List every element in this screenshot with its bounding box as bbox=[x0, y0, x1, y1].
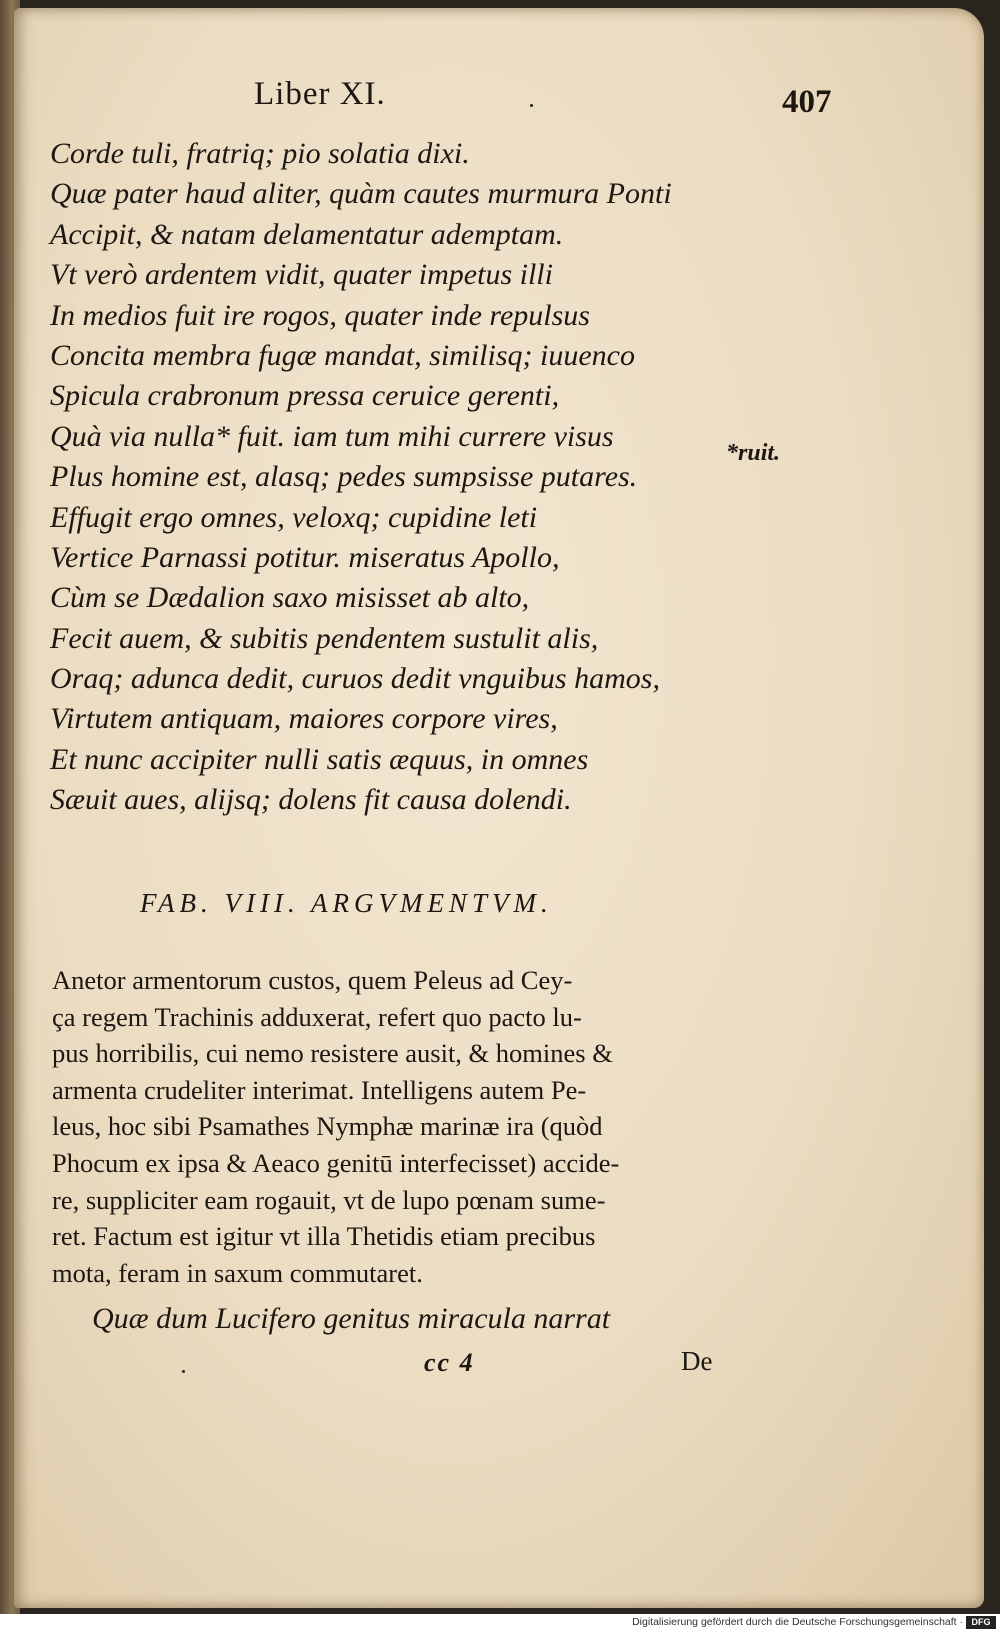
prose-line: pus horribilis, cui nemo resistere ausit, & homines & bbox=[52, 1038, 613, 1069]
verse-line: Vertice Parnassi potitur. miseratus Apollo, bbox=[50, 540, 560, 574]
verse-line: Virtutem antiquam, maiores corpore vires, bbox=[50, 702, 558, 736]
signature-mark: cc 4 bbox=[424, 1348, 475, 1377]
final-verse-line: Quæ dum Lucifero genitus miracula narrat bbox=[92, 1302, 611, 1335]
running-title: Liber XI. bbox=[254, 76, 386, 112]
verse-line: In medios fuit ire rogos, quater inde repulsus bbox=[50, 298, 590, 332]
verse-line: Sæuit aues, alijsq; dolens fit causa dolendi. bbox=[50, 783, 572, 817]
verse-block bbox=[50, 134, 750, 821]
verse-line: Et nunc accipiter nulli satis æquus, in omnes bbox=[50, 742, 589, 776]
verse-line: Oraq; adunca dedit, curuos dedit vnguibus hamos, bbox=[50, 662, 660, 696]
verse-line: Fecit auem, & subitis pendentem sustulit alis, bbox=[50, 621, 599, 655]
prose-line: re, suppliciter eam rogauit, vt de lupo pœnam sume- bbox=[52, 1184, 606, 1215]
prose-line: Phocum ex ipsa & Aeaco genitū interfecisset) accide- bbox=[52, 1147, 620, 1178]
verse-line: Quà via nulla* fuit. iam tum mihi currere visus bbox=[50, 419, 614, 453]
section-heading: FAB. VIII. ARGVMENTVM. bbox=[140, 888, 553, 918]
verse-line: Cùm se Dædalion saxo misisset ab alto, bbox=[50, 581, 530, 615]
prose-line: leus, hoc sibi Psamathes Nymphæ marinæ ira (quòd bbox=[52, 1111, 603, 1142]
verse-line: Spicula crabronum pressa ceruice gerenti, bbox=[50, 379, 560, 413]
verse-line: Corde tuli, fratriq; pio solatia dixi. bbox=[50, 137, 470, 170]
ink-speck bbox=[182, 1370, 185, 1373]
page-number: 407 bbox=[782, 84, 832, 120]
prose-line: ça regem Trachinis adduxerat, refert quo pacto lu- bbox=[52, 1001, 582, 1032]
prose-line: ret. Factum est igitur vt illa Thetidis etiam precibus bbox=[52, 1221, 596, 1252]
verse-line: Plus homine est, alasq; pedes sumpsisse putares. bbox=[50, 460, 638, 494]
catchword: De bbox=[681, 1346, 713, 1376]
footer-bar bbox=[0, 1614, 1000, 1632]
verse-line: Accipit, & natam delamentatur ademptam. bbox=[50, 217, 564, 251]
verse-line: Concita membra fugæ mandat, similisq; iuuenco bbox=[50, 338, 635, 372]
margin-note: *ruit. bbox=[726, 440, 781, 466]
prose-line: Anetor armentorum custos, quem Peleus ad Cey- bbox=[52, 965, 573, 995]
dfg-logo: DFG bbox=[966, 1616, 996, 1629]
verse-line: Effugit ergo omnes, veloxq; cupidine leti bbox=[50, 500, 538, 534]
funding-credit: Digitalisierung gefördert durch die Deutsche Forschungsgemeinschaft · bbox=[632, 1616, 963, 1628]
prose-line: mota, feram in saxum commutaret. bbox=[52, 1257, 423, 1288]
verse-line: Vt verò ardentem vidit, quater impetus illi bbox=[50, 258, 553, 292]
ink-speck bbox=[530, 104, 533, 107]
verse-line: Quæ pater haud aliter, quàm cautes murmura Ponti bbox=[50, 177, 672, 211]
prose-line: armenta crudeliter interimat. Intelligens autem Pe- bbox=[52, 1074, 587, 1105]
argument-paragraph bbox=[52, 962, 728, 1291]
